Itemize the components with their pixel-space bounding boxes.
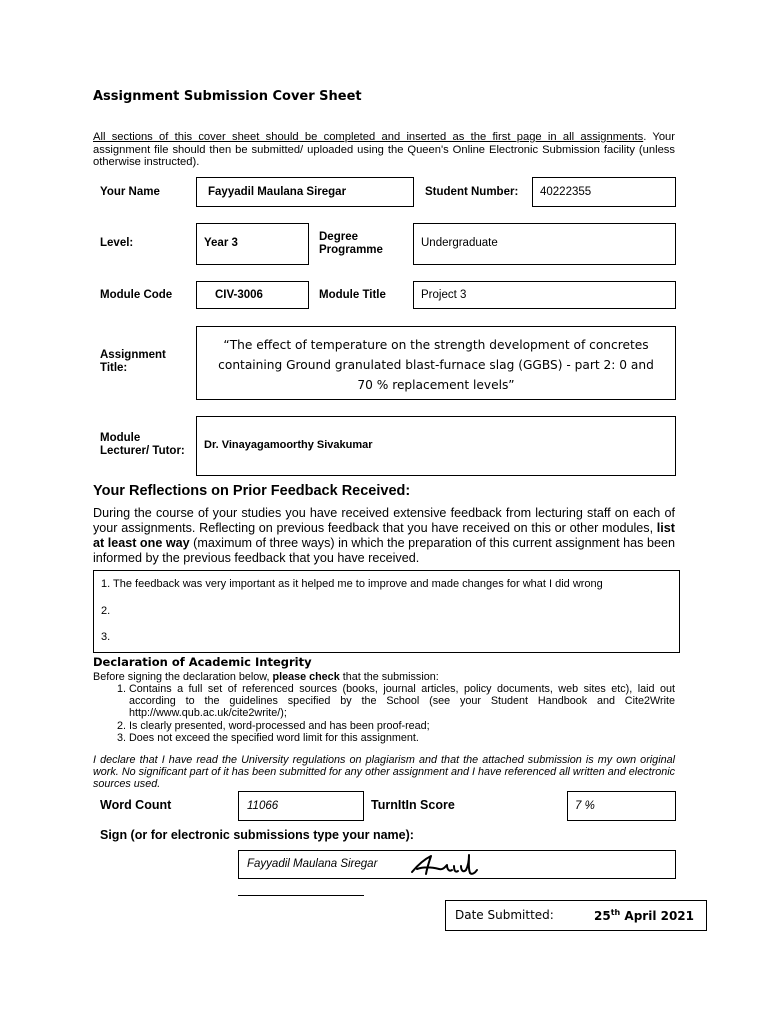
feedback-item-1: 1. The feedback was very important as it helped me to improve and made changes for what I did wrong	[101, 578, 603, 590]
intro-text	[93, 131, 675, 169]
module-title-value: Project 3	[421, 289, 467, 301]
declaration-intro-part-2: that the submission:	[339, 671, 439, 683]
turnitin-label: TurnItIn Score	[371, 798, 455, 812]
sign-label: Sign (or for electronic submissions type your name):	[100, 828, 414, 842]
lecturer-label	[100, 432, 185, 458]
declaration-intro-part-1: Before signing the declaration below,	[93, 671, 273, 683]
reflections-body-bold: list at least one way	[93, 521, 675, 550]
assignment-title-label-line-1: Assignment	[100, 349, 166, 361]
declaration-intro	[93, 671, 675, 683]
assignment-title-line-3: 70 % replacement levels”	[357, 378, 515, 392]
signature-image	[409, 852, 485, 878]
declaration-heading: Declaration of Academic Integrity	[93, 655, 312, 669]
lecturer-label-line-2: Lecturer/ Tutor:	[100, 445, 185, 457]
feedback-item-2: 2.	[101, 605, 111, 617]
level-field[interactable]	[196, 223, 309, 265]
date-suffix: th	[610, 908, 621, 917]
intro-rest: . Your assignment file should then be submitted/ uploaded using the Queen's Online Electronic Submission facility (unless otherwise instructed).	[93, 131, 675, 169]
date-rest: April 2021	[620, 909, 695, 923]
degree-label-line-1: Degree	[319, 231, 358, 243]
module-title-label: Module Title	[319, 289, 386, 301]
degree-label-line-2: Programme	[319, 244, 383, 256]
module-code-label: Module Code	[100, 289, 173, 301]
word-count-field[interactable]	[238, 791, 364, 821]
date-label: Date Submitted:	[455, 908, 554, 922]
student-number-label: Student Number:	[425, 186, 519, 198]
declaration-list-wrap	[93, 683, 675, 744]
assignment-title-line-1: “The effect of temperature on the strength development of concretes	[223, 338, 649, 352]
your-name-field[interactable]	[196, 177, 414, 207]
feedback-item-3: 3.	[101, 631, 111, 643]
declaration-intro-bold: please check	[272, 671, 340, 683]
reflections-heading: Your Reflections on Prior Feedback Received:	[93, 483, 411, 499]
reflections-body	[93, 506, 675, 566]
assignment-title-line-2: containing Ground granulated blast-furnace slag (GGBS) - part 2: 0 and	[218, 358, 654, 372]
assignment-title-label-line-2: Title:	[100, 362, 128, 374]
date-submitted-box[interactable]	[445, 900, 707, 931]
module-code-value: CIV-3006	[215, 289, 263, 301]
declaration-statement: I declare that I have read the University regulations on plagiarism and that the attached submission is my own original work. No significant part of it has been submitted for any other assignment and I have referenced all written and electronic sources used.	[93, 754, 675, 791]
date-day: 25	[594, 909, 611, 923]
reflections-body-part-1: During the course of your studies you have received extensive feedback from lecturing staff on each of your assignments. Reflecting on previous feedback that you have received on this or other modules,	[93, 506, 675, 535]
intro-underlined: All sections of this cover sheet should be completed and inserted as the first page in all assignments	[93, 131, 644, 143]
sign-field[interactable]	[238, 850, 676, 879]
degree-label	[319, 231, 383, 257]
assignment-title-field[interactable]	[196, 326, 676, 400]
declaration-item-2: 2. Is clearly presented, word-processed and has been proof-read;	[129, 720, 675, 732]
lecturer-value: Dr. Vinayagamoorthy Sivakumar	[204, 439, 373, 451]
level-label: Level:	[100, 237, 134, 249]
reflections-body-part-2: (maximum of three ways) in which the preparation of this current assignment has been informed by the previous feedback that you have received.	[93, 536, 676, 565]
declaration-list	[93, 683, 675, 744]
assignment-title-label	[100, 349, 166, 375]
module-title-field[interactable]	[413, 281, 676, 309]
page-title: Assignment Submission Cover Sheet	[93, 89, 362, 104]
degree-field[interactable]	[413, 223, 676, 265]
module-code-field[interactable]	[196, 281, 309, 309]
date-value	[594, 908, 694, 923]
word-count-value: 11066	[247, 800, 279, 812]
feedback-box[interactable]	[93, 570, 680, 653]
student-number-field[interactable]	[532, 177, 676, 207]
declaration-item-1: 1. Contains a full set of referenced sources (books, journal articles, policy documents, web sites etc), laid out according to the guidelines specified by the School (see your Student Handbook and Cite2Write http://www.qub.ac.uk/cite2write/);	[129, 683, 675, 720]
sign-name-value: Fayyadil Maulana Siregar	[247, 858, 378, 870]
degree-value: Undergraduate	[421, 237, 498, 249]
word-count-label: Word Count	[100, 798, 172, 812]
turnitin-field[interactable]	[567, 791, 676, 821]
your-name-label: Your Name	[100, 186, 160, 198]
student-number-value: 40222355	[540, 186, 592, 198]
turnitin-value: 7 %	[575, 800, 595, 812]
assignment-title-value	[197, 335, 675, 395]
signature-divider	[238, 895, 364, 896]
your-name-value: Fayyadil Maulana Siregar	[208, 186, 347, 198]
lecturer-field[interactable]	[196, 416, 676, 476]
declaration-item-3: 3. Does not exceed the specified word limit for this assignment.	[129, 732, 675, 744]
level-value: Year 3	[204, 237, 238, 249]
lecturer-label-line-1: Module	[100, 432, 141, 444]
